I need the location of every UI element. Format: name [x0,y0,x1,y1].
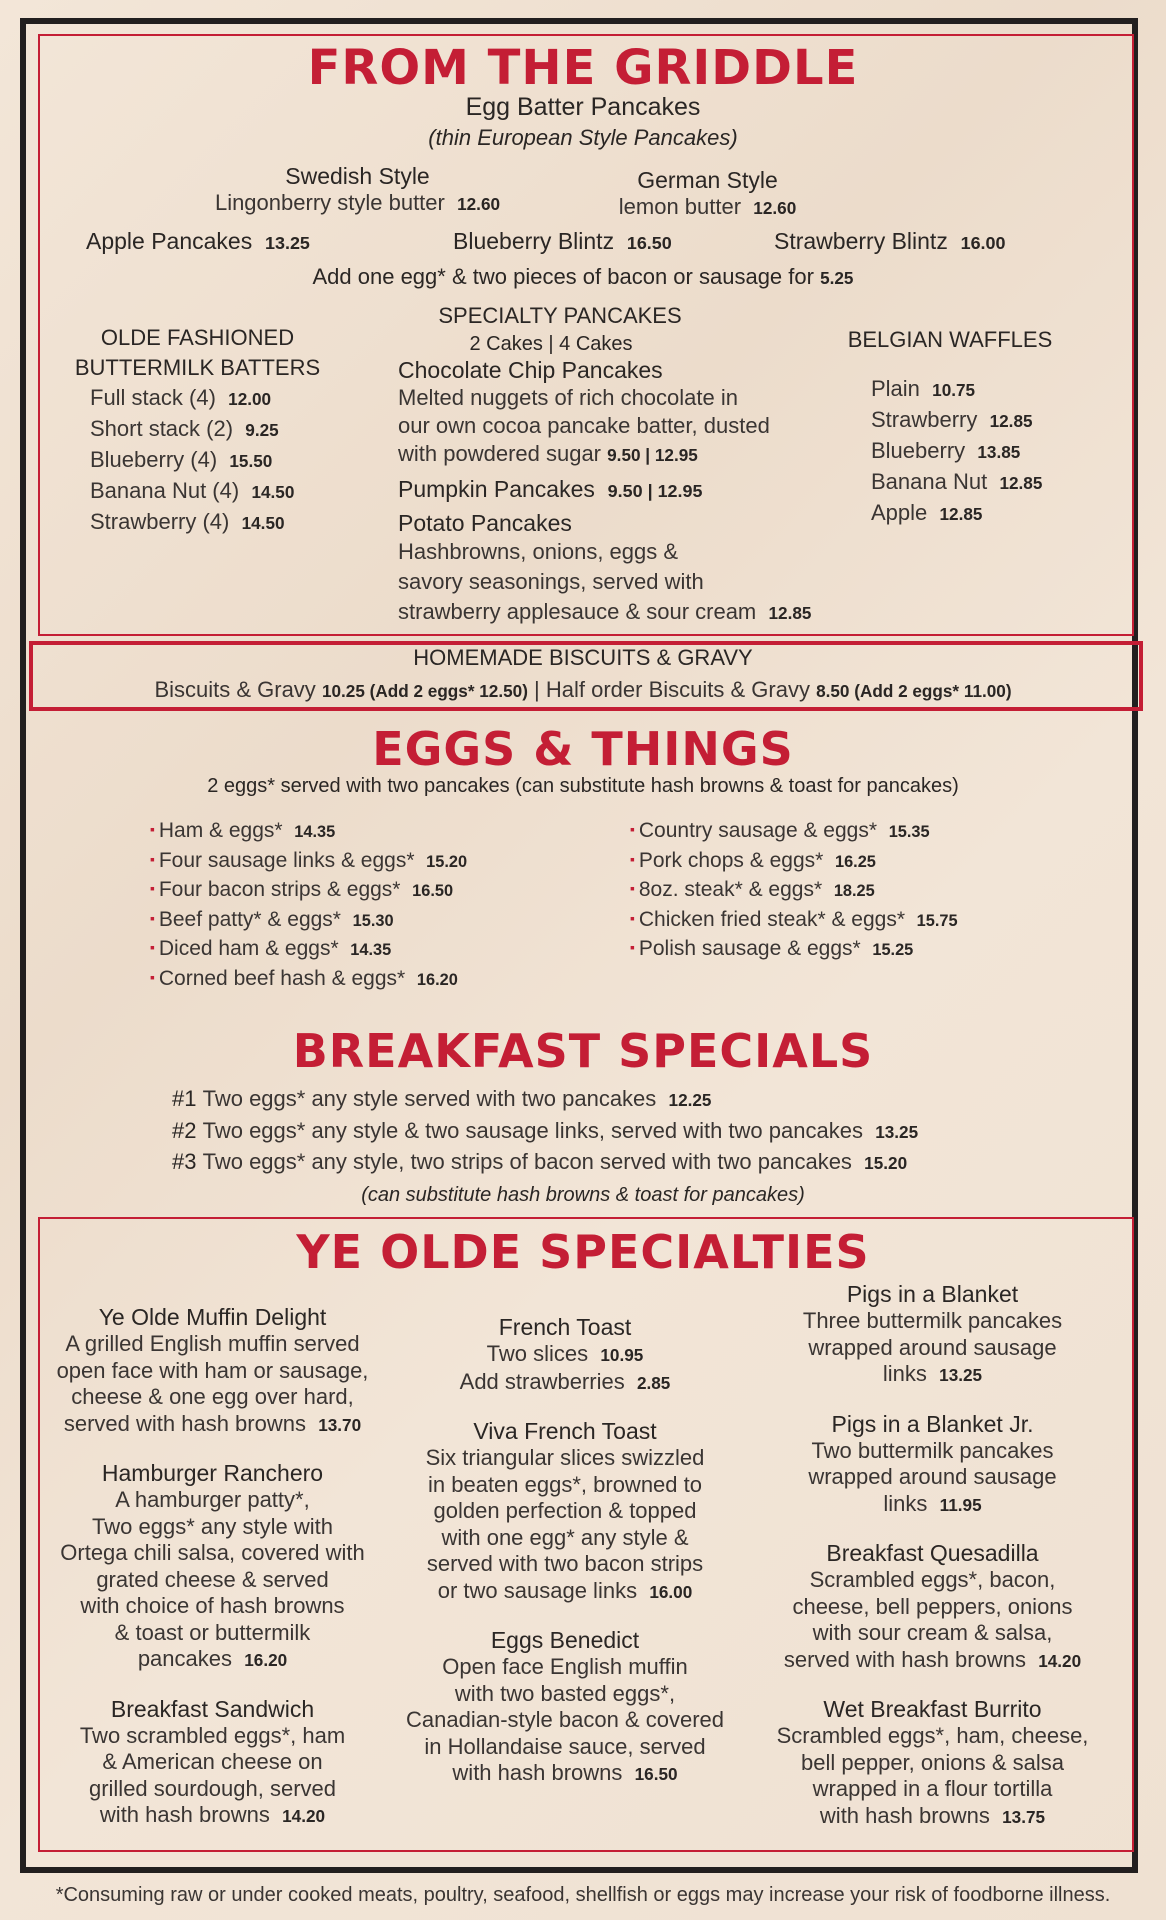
strawberry-blintz-name: Strawberry Blintz [774,228,948,254]
waffles-list [871,374,1042,529]
list-item: #3 Two eggs* any style, two strips of bacon served with two pancakes 15.20 [172,1149,908,1174]
viva-name: Viva French Toast [473,1418,657,1444]
potato-desc-3: strawberry applesauce & sour cream [398,599,757,624]
eggs-list-left [150,816,467,993]
list-item: ▪ Chicken fried steak* & eggs* 15.75 [630,905,958,935]
list-item: Short stack (2) 9.25 [90,416,279,441]
buttermilk-heading [55,323,340,383]
specialty-list [398,357,858,628]
pigs-jr-price: 11.95 [939,1494,982,1515]
eggs-list-right [630,816,958,964]
specials-title: BREAKFAST SPECIALS [292,1024,874,1078]
burrito-price: 13.75 [1002,1806,1046,1827]
potato-price: 12.85 [768,603,812,623]
list-item: Apple 12.85 [871,500,983,525]
swedish-price: 12.60 [457,194,501,214]
apple-pancakes [86,228,310,255]
griddle-addon [0,264,1166,290]
list-item: ▪ Country sausage & eggs* 15.35 [630,816,958,846]
list-item: ▪ Pork chops & eggs* 16.25 [630,846,958,876]
addon-price: 5.25 [820,268,854,288]
biscuits-separator: | [534,677,540,702]
french-name: French Toast [498,1314,632,1340]
choc-chip-desc-3: with powdered sugar [398,441,602,466]
biscuits-title: HOMEMADE BISCUITS & GRAVY [413,645,753,670]
strawberry-blintz-price: 16.00 [960,233,1006,253]
eggs-title: EGGS & THINGS [372,722,794,776]
pumpkin-price: 9.50 | 12.95 [607,481,703,501]
olde-title: YE OLDE SPECIALTIES [296,1225,870,1279]
list-item: ▪ 8oz. steak* & eggs* 18.25 [630,875,958,905]
list-item: ▪ Corned beef hash & eggs* 16.20 [150,964,467,994]
muffin-name: Ye Olde Muffin Delight [98,1304,327,1330]
olde-col-3: Pigs in a Blanket Three buttermilk pancakes wrapped around sausage links 13.25 Pigs in a Blanket Jr. Two buttermilk pancakes wrapped around sausage links 11.95 Breakfast Quesadilla Scrambled eggs*, bacon, cheese, bell peppers, onions with sour cream & salsa, served with hash browns 14.20 Wet Breakfast Burrito Scrambled eggs*, ham, cheese, bell pepper, onions & salsa wrapped in a flour tortilla with hash browns 13.75 [760,1281,1105,1830]
ranchero-name: Hamburger Ranchero [101,1460,324,1486]
buttermilk-title-2: BUTTERMILK BATTERS [74,355,321,380]
list-item: ▪ Diced ham & eggs* 14.35 [150,934,467,964]
choc-chip-name: Chocolate Chip Pancakes [398,357,663,383]
apple-price: 13.25 [265,233,310,253]
pigs-name: Pigs in a Blanket [846,1281,1019,1307]
olde-col-2: French Toast Two slices 10.95 Add strawberries 2.85 Viva French Toast Six triangular slices swizzled in beaten eggs*, browned to golden perfection & topped with one egg* any style & served with two bacon strips or two sausage links 16.00 Eggs Benedict Open face English muffin with two basted eggs*, Canadian-style bacon & covered in Hollandaise sauce, served with hash browns 16.50 [390,1314,740,1788]
biscuits-full-name: Biscuits & Gravy [154,677,316,702]
blueberry-blintz-name: Blueberry Blintz [453,228,615,254]
list-item: Blueberry (4) 15.50 [90,447,273,472]
viva-price: 16.00 [649,1581,693,1602]
german-price: 12.60 [753,198,797,218]
german-style [570,167,845,220]
potato-name: Potato Pancakes [398,510,572,536]
biscuits-half-name: Half order Biscuits & Gravy [545,677,810,702]
potato-desc-2: savory seasonings, served with [398,569,704,594]
buttermilk-list [90,383,294,538]
list-item: ▪ Polish sausage & eggs* 15.25 [630,934,958,964]
choc-chip-desc-2: our own cocoa pancake batter, dusted [398,413,770,438]
specialty-title: SPECIALTY PANCAKES [438,303,682,328]
list-item: Banana Nut 12.85 [871,469,1043,494]
list-item: ▪ Four sausage links & eggs* 15.20 [150,846,467,876]
apple-name: Apple Pancakes [86,228,253,254]
biscuits-line [0,677,1166,703]
griddle-subtitle-note: (thin European Style Pancakes) [428,125,738,150]
sandwich-name: Breakfast Sandwich [110,1695,315,1722]
french-price: 10.95 [600,1345,644,1365]
pumpkin-name: Pumpkin Pancakes [398,476,595,502]
list-item: Strawberry (4) 14.50 [90,509,285,534]
quesadilla-name: Breakfast Quesadilla [826,1540,1039,1566]
benedict-name: Eggs Benedict [490,1627,640,1653]
specialty-sizes: 2 Cakes | 4 Cakes [469,333,633,355]
griddle-subtitle: Egg Batter Pancakes [465,93,701,121]
list-item: #1 Two eggs* any style served with two pancakes 12.25 [172,1086,712,1111]
sandwich-price: 14.20 [282,1806,326,1826]
choc-chip-desc-1: Melted nuggets of rich chocolate in [398,385,738,410]
waffles-title: BELGIAN WAFFLES [847,327,1053,352]
specials-list [172,1084,918,1179]
potato-desc-1: Hashbrowns, onions, eggs & [398,539,679,564]
quesadilla-price: 14.20 [1038,1650,1082,1671]
specialty-heading [400,301,720,358]
german-name: German Style [637,167,778,193]
swedish-style [170,163,545,216]
pigs-jr-name: Pigs in a Blanket Jr. [831,1410,1034,1437]
griddle-title: FROM THE GRIDDLE [307,40,859,96]
swedish-desc: Lingonberry style butter [214,190,445,215]
strawberries-price: 2.85 [636,1372,671,1393]
swedish-name: Swedish Style [285,163,430,189]
blueberry-blintz [453,228,672,255]
ranchero-price: 16.20 [244,1650,288,1670]
list-item: Strawberry 12.85 [871,407,1033,432]
benedict-price: 16.50 [634,1764,678,1784]
burrito-name: Wet Breakfast Burrito [823,1696,1042,1722]
blueberry-blintz-price: 16.50 [626,233,672,253]
list-item: Full stack (4) 12.00 [90,385,272,410]
list-item: ▪ Four bacon strips & eggs* 16.50 [150,875,467,905]
buttermilk-title-1: OLDE FASHIONED [100,325,295,350]
german-desc: lemon butter [618,194,742,219]
strawberry-blintz [774,228,1006,255]
olde-col-1: Ye Olde Muffin Delight A grilled English muffin served open face with ham or sausage, cheese & one egg over hard, served with hash browns 13.70 Hamburger Ranchero A hamburger patty*, Two eggs* any style with Ortega chili salsa, covered with grated cheese & served with choice of hash browns & toast or buttermilk pancakes 16.20 Breakfast Sandwich Two scrambled eggs*, ham & American cheese on grilled sourdough, served with hash browns 14.20 [45,1304,380,1830]
list-item: Banana Nut (4) 14.50 [90,478,295,503]
specials-note: (can substitute hash browns & toast for pancakes) [361,1184,805,1206]
muffin-price: 13.70 [318,1414,362,1435]
biscuits-half-price: 8.50 (Add 2 eggs* 11.00) [816,681,1012,701]
list-item: ▪ Ham & eggs* 14.35 [150,816,467,846]
list-item: #2 Two eggs* any style & two sausage links, served with two pancakes 13.25 [172,1117,919,1143]
list-item: ▪ Beef patty* & eggs* 15.30 [150,905,467,935]
list-item: Plain 10.75 [871,376,976,401]
footer-disclaimer: *Consuming raw or under cooked meats, poultry, seafood, shellfish or eggs may increase your risk of foodborne illness. [55,1884,1111,1906]
addon-text: Add one egg* & two pieces of bacon or sausage for [312,264,814,289]
list-item: Blueberry 13.85 [871,438,1021,463]
pigs-price: 13.25 [939,1365,983,1385]
biscuits-full-price: 10.25 (Add 2 eggs* 12.50) [321,681,528,701]
eggs-subtitle: 2 eggs* served with two pancakes (can substitute hash browns & toast for pancakes) [207,775,959,797]
choc-chip-price: 9.50 | 12.95 [607,445,698,465]
